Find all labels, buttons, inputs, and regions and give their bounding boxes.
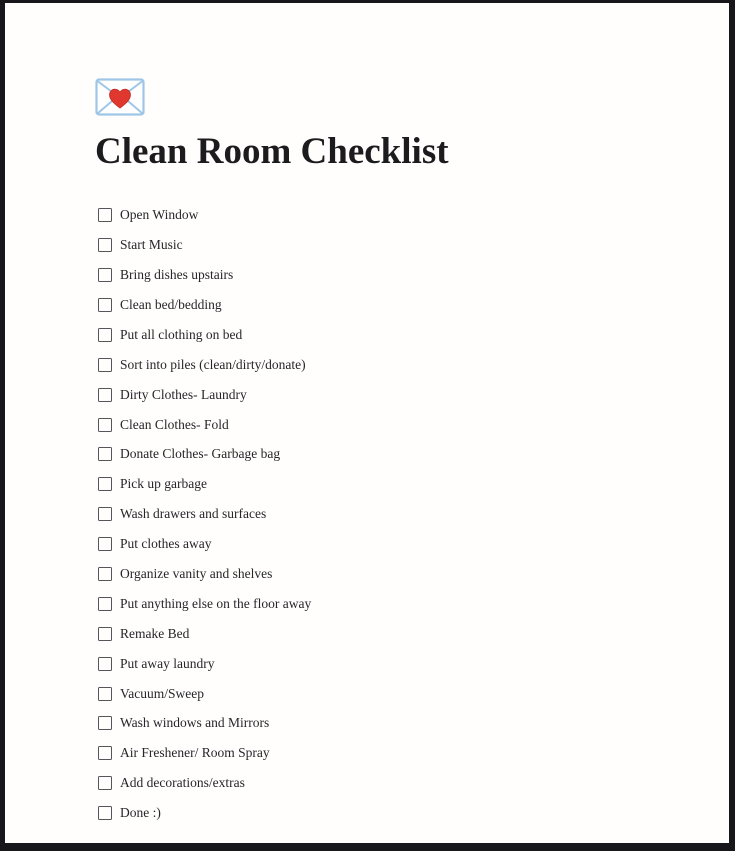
todo-item bbox=[95, 440, 689, 470]
checkbox[interactable] bbox=[98, 298, 112, 312]
todo-item bbox=[95, 290, 689, 320]
todo-item bbox=[95, 798, 689, 828]
todo-label: Wash drawers and surfaces bbox=[120, 506, 267, 522]
checkbox[interactable] bbox=[98, 477, 112, 491]
todo-item bbox=[95, 738, 689, 768]
todo-label: Bring dishes upstairs bbox=[120, 267, 234, 283]
checkbox[interactable] bbox=[98, 447, 112, 461]
checkbox[interactable] bbox=[98, 627, 112, 641]
todo-label: Pick up garbage bbox=[120, 476, 207, 492]
document-page bbox=[5, 3, 729, 843]
todo-item bbox=[95, 559, 689, 589]
todo-label: Put all clothing on bed bbox=[120, 326, 243, 342]
todo-item bbox=[95, 200, 689, 230]
todo-item bbox=[95, 529, 689, 559]
todo-item bbox=[95, 589, 689, 619]
todo-label: Start Music bbox=[120, 237, 183, 253]
checkbox[interactable] bbox=[98, 328, 112, 342]
checkbox[interactable] bbox=[98, 687, 112, 701]
todo-item bbox=[95, 649, 689, 679]
todo-label: Put clothes away bbox=[120, 536, 212, 552]
page-title: Clean Room Checklist bbox=[95, 131, 449, 172]
todo-item bbox=[95, 709, 689, 739]
checkbox[interactable] bbox=[98, 806, 112, 820]
todo-item bbox=[95, 260, 689, 290]
todo-item bbox=[95, 768, 689, 798]
page-content bbox=[5, 3, 729, 828]
love-letter-icon[interactable] bbox=[95, 78, 145, 116]
todo-item bbox=[95, 679, 689, 709]
checkbox[interactable] bbox=[98, 746, 112, 760]
todo-item bbox=[95, 320, 689, 350]
todo-item bbox=[95, 469, 689, 499]
checkbox[interactable] bbox=[98, 388, 112, 402]
todo-label: Put away laundry bbox=[120, 655, 215, 671]
checkbox[interactable] bbox=[98, 268, 112, 282]
todo-label: Open Window bbox=[120, 207, 199, 223]
todo-label: Vacuum/Sweep bbox=[120, 685, 204, 701]
checkbox[interactable] bbox=[98, 418, 112, 432]
todo-item bbox=[95, 499, 689, 529]
todo-label: Sort into piles (clean/dirty/donate) bbox=[120, 356, 306, 372]
checkbox[interactable] bbox=[98, 716, 112, 730]
todo-label: Put anything else on the floor away bbox=[120, 595, 312, 611]
todo-label: Clean Clothes- Fold bbox=[120, 416, 229, 432]
todo-item bbox=[95, 230, 689, 260]
todo-label: Clean bed/bedding bbox=[120, 297, 222, 312]
todo-label: Remake Bed bbox=[120, 625, 190, 641]
checkbox[interactable] bbox=[98, 537, 112, 551]
checklist bbox=[95, 200, 689, 828]
todo-label: Wash windows and Mirrors bbox=[120, 715, 270, 731]
todo-label: Done :) bbox=[120, 805, 161, 821]
todo-label: Air Freshener/ Room Spray bbox=[120, 745, 270, 761]
todo-label: Dirty Clothes- Laundry bbox=[120, 386, 247, 402]
todo-label: Add decorations/extras bbox=[120, 775, 245, 791]
checkbox[interactable] bbox=[98, 238, 112, 252]
todo-label: Organize vanity and shelves bbox=[120, 566, 273, 582]
todo-item bbox=[95, 380, 689, 410]
todo-item bbox=[95, 619, 689, 649]
checkbox[interactable] bbox=[98, 597, 112, 611]
checkbox[interactable] bbox=[98, 208, 112, 222]
todo-item bbox=[95, 410, 689, 440]
checkbox[interactable] bbox=[98, 567, 112, 581]
checkbox[interactable] bbox=[98, 507, 112, 521]
todo-item bbox=[95, 350, 689, 380]
checkbox[interactable] bbox=[98, 358, 112, 372]
love-letter-emoji-svg bbox=[95, 78, 145, 116]
checkbox[interactable] bbox=[98, 657, 112, 671]
todo-label: Donate Clothes- Garbage bag bbox=[120, 446, 281, 462]
checkbox[interactable] bbox=[98, 776, 112, 790]
